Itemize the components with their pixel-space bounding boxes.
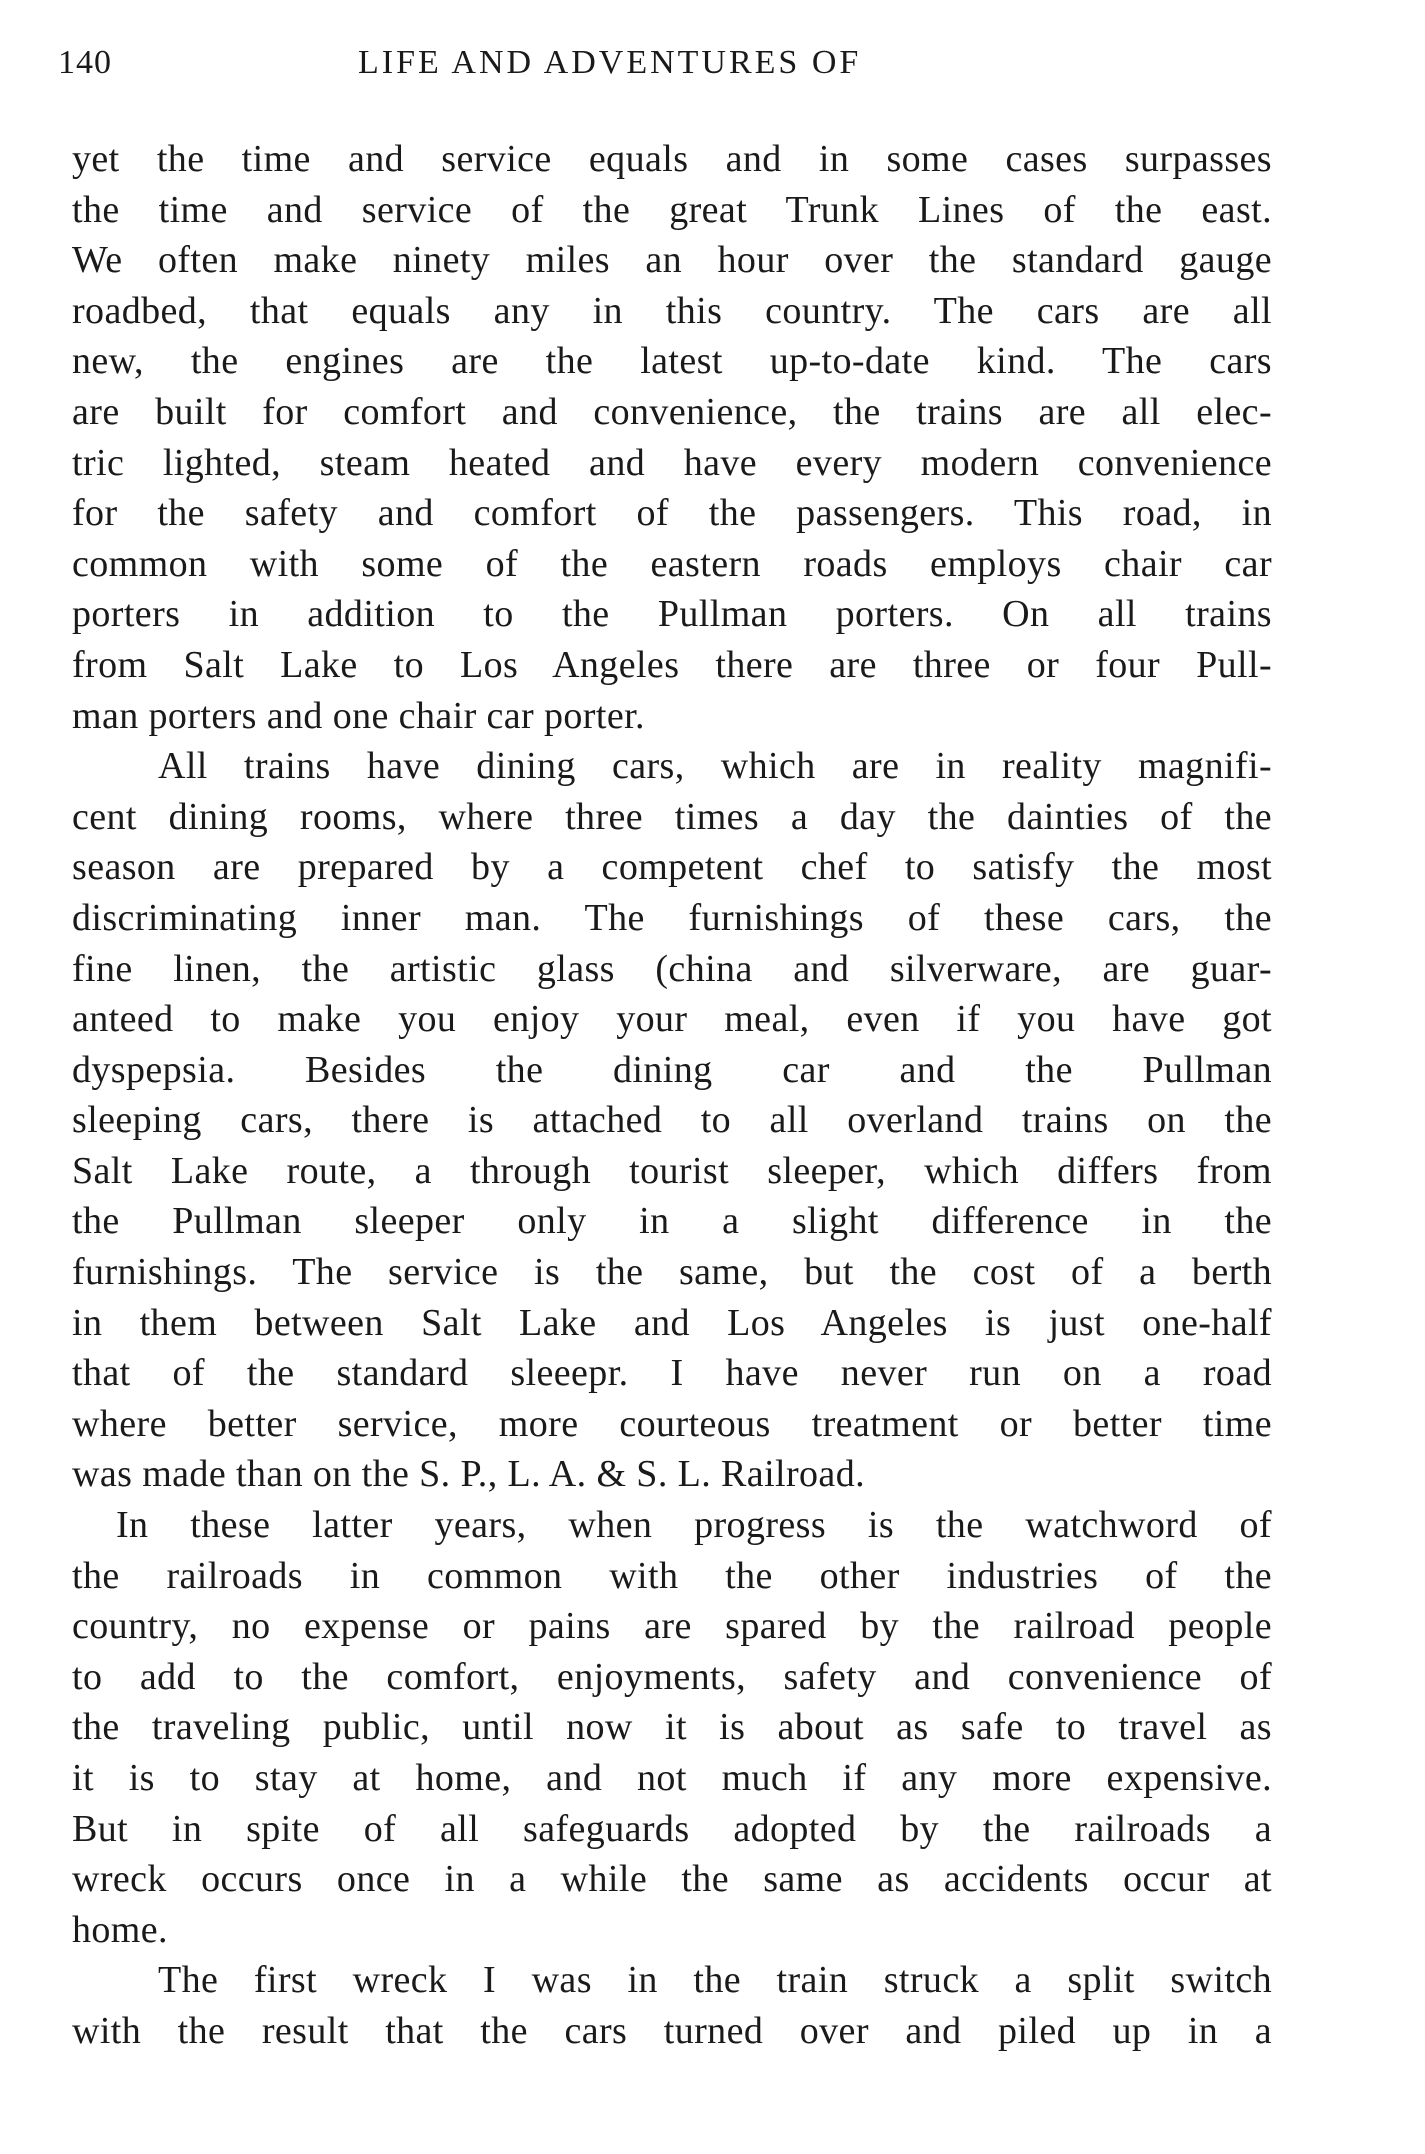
text-line: Salt Lake route, a through tourist sleeper, which differs from (72, 1149, 1272, 1192)
text-line: country, no expense or pains are spared by the railroad people (72, 1605, 1272, 1648)
text-line: common with some of the eastern roads employs chair car (72, 542, 1272, 585)
running-head (58, 44, 1268, 94)
text-line: the traveling public, until now it is about as safe to travel as (72, 1706, 1272, 1749)
text-line: that of the standard sleeepr. I have never run on a road (72, 1352, 1272, 1395)
text-line: porters in addition to the Pullman porters. On all trains (72, 593, 1272, 636)
text-line: The first wreck I was in the train struck a split switch (158, 1959, 1272, 2002)
text-line: it is to stay at home, and not much if any more expensive. (72, 1757, 1272, 1799)
text-line: the Pullman sleeper only in a slight difference in the (72, 1200, 1272, 1243)
text-line: where better service, more courteous treatment or better time (72, 1402, 1272, 1445)
text-line: home. (72, 1908, 168, 1951)
running-title: LIFE AND ADVENTURES OF (358, 44, 862, 81)
text-line: tric lighted, steam heated and have every modern convenience (72, 441, 1272, 484)
text-line: discriminating inner man. The furnishings of these cars, the (72, 896, 1272, 939)
text-line: cent dining rooms, where three times a day the dainties of the (72, 795, 1272, 838)
text-line: We often make ninety miles an hour over the standard gauge (72, 239, 1272, 282)
text-line: All trains have dining cars, which are in reality magnifi- (158, 745, 1272, 788)
text-line: roadbed, that equals any in this country. The cars are all (72, 289, 1272, 332)
text-line: the time and service of the great Trunk Lines of the east. (72, 188, 1272, 231)
paragraph (72, 1955, 1272, 2056)
paragraph (72, 741, 1272, 1500)
text-line: yet the time and service equals and in some cases surpasses (72, 138, 1272, 180)
text-line: wreck occurs once in a while the same as accidents occur at (72, 1858, 1272, 1901)
text-line: was made than on the S. P., L. A. & S. L. Railroad. (72, 1453, 865, 1496)
paragraph (72, 134, 1272, 741)
text-line: from Salt Lake to Los Angeles there are three or four Pull- (72, 643, 1272, 686)
body-text (72, 134, 1272, 2057)
text-line: for the safety and comfort of the passengers. This road, in (72, 492, 1272, 535)
text-line: dyspepsia. Besides the dining car and the Pullman (72, 1048, 1272, 1091)
text-line: in them between Salt Lake and Los Angeles is just one-half (72, 1301, 1272, 1344)
text-line: But in spite of all safeguards adopted by the railroads a (72, 1807, 1272, 1850)
text-line: the railroads in common with the other industries of the (72, 1554, 1272, 1597)
text-line: sleeping cars, there is attached to all overland trains on the (72, 1099, 1272, 1142)
text-line: to add to the comfort, enjoyments, safety and convenience of (72, 1655, 1272, 1698)
text-line: anteed to make you enjoy your meal, even if you have got (72, 998, 1272, 1041)
text-line: new, the engines are the latest up-to-date kind. The cars (72, 340, 1272, 383)
page-number: 140 (58, 44, 112, 81)
text-line: In these latter years, when progress is the watchword of (116, 1504, 1272, 1547)
text-line: are built for comfort and convenience, the trains are all elec- (72, 390, 1272, 433)
text-line: fine linen, the artistic glass (china and silverware, are guar- (72, 947, 1272, 990)
text-line: furnishings. The service is the same, but the cost of a berth (72, 1251, 1272, 1294)
text-line: with the result that the cars turned over and piled up in a (72, 2009, 1272, 2052)
text-line: season are prepared by a competent chef to satisfy the most (72, 846, 1272, 889)
paragraph (72, 1500, 1272, 1955)
text-line: man porters and one chair car porter. (72, 694, 645, 737)
